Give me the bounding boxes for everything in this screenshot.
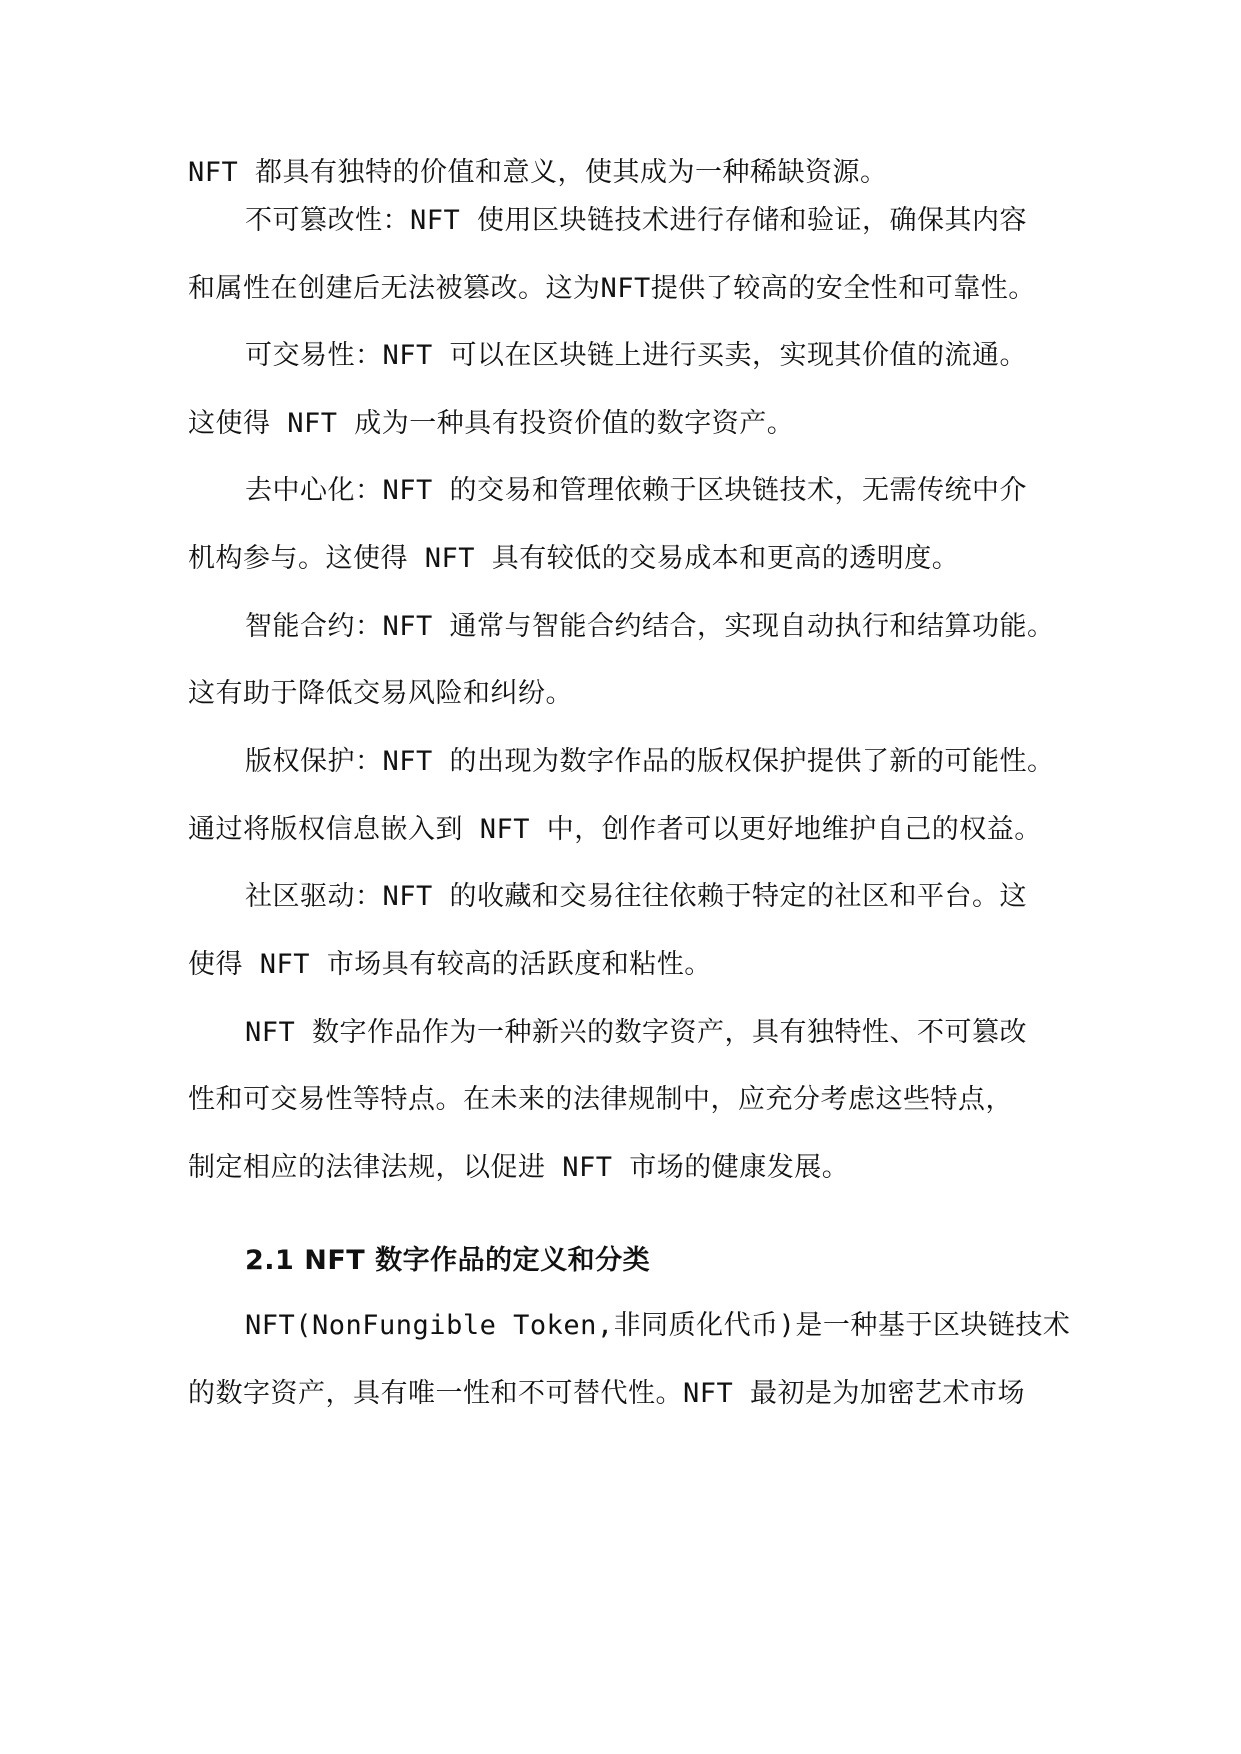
paragraph-line: NFT 数字作品作为一种新兴的数字资产，具有独特性、不可篡改 xyxy=(245,1017,1028,1048)
paragraph-line: 去中心化：NFT 的交易和管理依赖于区块链技术，无需传统中介 xyxy=(245,475,1028,506)
paragraph-line: 机构参与。这使得 NFT 具有较低的交易成本和更高的透明度。 xyxy=(188,543,960,574)
paragraph-line: 性和可交易性等特点。在未来的法律规制中，应充分考虑这些特点， xyxy=(188,1084,1013,1115)
paragraph-line: 这使得 NFT 成为一种具有投资价值的数字资产。 xyxy=(188,408,795,439)
paragraph-line: 制定相应的法律法规，以促进 NFT 市场的健康发展。 xyxy=(188,1152,850,1183)
paragraph-line: 可交易性：NFT 可以在区块链上进行买卖，实现其价值的流通。 xyxy=(245,340,1028,371)
section-heading: 2.1 NFT 数字作品的定义和分类 xyxy=(245,1245,651,1276)
paragraph-line: 版权保护：NFT 的出现为数字作品的版权保护提供了新的可能性。 xyxy=(245,746,1055,777)
paragraph-line: 通过将版权信息嵌入到 NFT 中，创作者可以更好地维护自己的权益。 xyxy=(188,814,1042,845)
paragraph-line: 的数字资产，具有唯一性和不可替代性。NFT 最初是为加密艺术市场 xyxy=(188,1378,1026,1409)
paragraph-line: 社区驱动：NFT 的收藏和交易往往依赖于特定的社区和平台。这 xyxy=(245,881,1028,912)
paragraph-line: 使得 NFT 市场具有较高的活跃度和粘性。 xyxy=(188,949,712,980)
paragraph-line: NFT 都具有独特的价值和意义，使其成为一种稀缺资源。 xyxy=(188,157,888,188)
paragraph-line: 和属性在创建后无法被篡改。这为NFT提供了较高的安全性和可靠性。 xyxy=(188,273,1036,304)
paragraph-line: NFT(NonFungible Token,非同质化代币)是一种基于区块链技术 xyxy=(245,1310,1071,1341)
paragraph-line: 这有助于降低交易风险和纠纷。 xyxy=(188,678,573,709)
paragraph-line: 不可篡改性：NFT 使用区块链技术进行存储和验证，确保其内容 xyxy=(245,205,1028,236)
paragraph-line: 智能合约：NFT 通常与智能合约结合，实现自动执行和结算功能。 xyxy=(245,611,1055,642)
